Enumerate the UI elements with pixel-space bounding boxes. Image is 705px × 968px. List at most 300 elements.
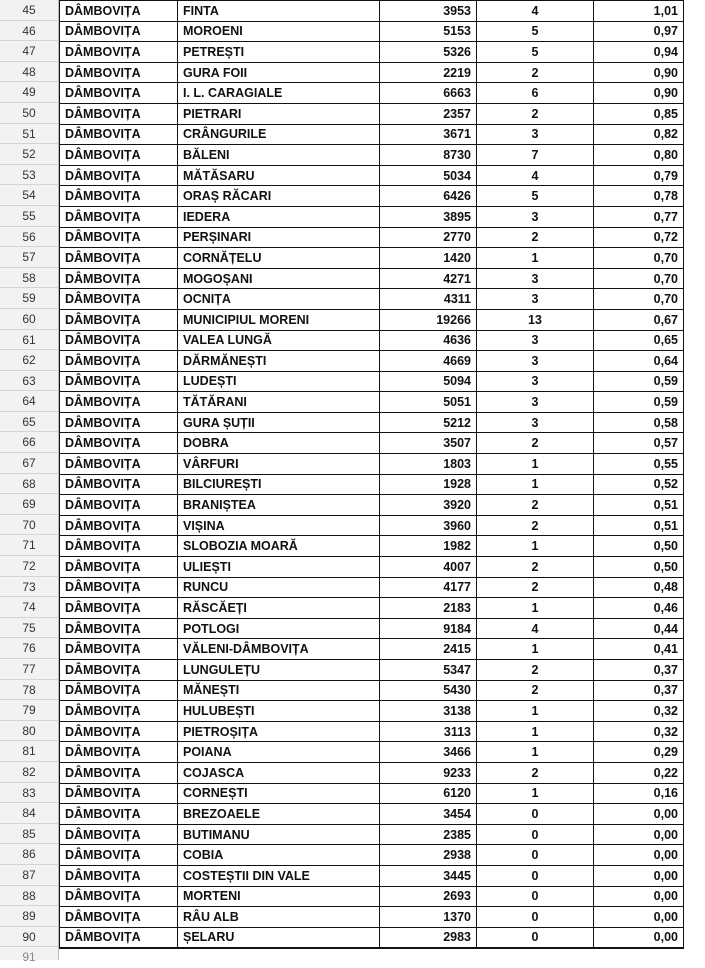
row-number[interactable]: 68: [0, 474, 58, 495]
locality-cell[interactable]: BREZOAELE: [178, 804, 380, 825]
locality-cell[interactable]: COJASCA: [178, 762, 380, 783]
cases-cell[interactable]: 4: [477, 1, 594, 22]
table-row: [60, 227, 684, 248]
row-number[interactable]: 54: [0, 185, 58, 206]
locality-cell[interactable]: VĂLENI-DÂMBOVIȚA: [178, 639, 380, 660]
population-cell[interactable]: 2938: [380, 845, 477, 866]
table-row: [60, 804, 684, 825]
population-cell[interactable]: 5094: [380, 371, 477, 392]
row-number[interactable]: 79: [0, 700, 58, 721]
county-cell[interactable]: DÂMBOVIȚA: [60, 886, 178, 907]
cases-cell[interactable]: 2: [477, 762, 594, 783]
county-cell[interactable]: DÂMBOVIȚA: [60, 227, 178, 248]
cases-cell[interactable]: 5: [477, 21, 594, 42]
row-number[interactable]: 76: [0, 638, 58, 659]
locality-cell[interactable]: BRANIȘTEA: [178, 495, 380, 516]
row-number[interactable]: 66: [0, 432, 58, 453]
county-cell[interactable]: DÂMBOVIȚA: [60, 495, 178, 516]
rate-cell[interactable]: 0,32: [594, 721, 684, 742]
locality-cell[interactable]: ȘELARU: [178, 927, 380, 948]
rate-cell[interactable]: 0,29: [594, 742, 684, 763]
row-number[interactable]: 52: [0, 144, 58, 165]
row-number[interactable]: 84: [0, 803, 58, 824]
locality-cell[interactable]: TĂTĂRANI: [178, 392, 380, 413]
locality-cell[interactable]: LUNGULEȚU: [178, 660, 380, 681]
cases-cell[interactable]: 2: [477, 495, 594, 516]
cases-cell[interactable]: 3: [477, 289, 594, 310]
rate-cell[interactable]: 0,67: [594, 309, 684, 330]
population-cell[interactable]: 3445: [380, 865, 477, 886]
population-cell[interactable]: 2385: [380, 824, 477, 845]
population-cell[interactable]: 5051: [380, 392, 477, 413]
population-cell[interactable]: 1420: [380, 248, 477, 269]
row-header-column: [0, 0, 59, 965]
row-number[interactable]: 59: [0, 288, 58, 309]
rate-cell[interactable]: 0,37: [594, 660, 684, 681]
locality-cell[interactable]: MOGOȘANI: [178, 268, 380, 289]
locality-cell[interactable]: BILCIUREȘTI: [178, 474, 380, 495]
county-cell[interactable]: DÂMBOVIȚA: [60, 515, 178, 536]
rate-cell[interactable]: 0,90: [594, 62, 684, 83]
rate-cell[interactable]: 0,77: [594, 206, 684, 227]
row-number[interactable]: 51: [0, 124, 58, 145]
cases-cell[interactable]: 3: [477, 371, 594, 392]
population-cell[interactable]: 3895: [380, 206, 477, 227]
row-number[interactable]: 60: [0, 309, 58, 330]
row-number[interactable]: 69: [0, 494, 58, 515]
cases-cell[interactable]: 13: [477, 309, 594, 330]
row-number[interactable]: 71: [0, 535, 58, 556]
cases-cell[interactable]: 2: [477, 577, 594, 598]
county-cell[interactable]: DÂMBOVIȚA: [60, 186, 178, 207]
row-number[interactable]: 91: [22, 950, 36, 965]
cases-cell[interactable]: 2: [477, 62, 594, 83]
rate-cell[interactable]: 0,00: [594, 886, 684, 907]
rate-cell[interactable]: 0,64: [594, 351, 684, 372]
locality-cell[interactable]: MĂTĂSARU: [178, 165, 380, 186]
rate-cell[interactable]: 0,72: [594, 227, 684, 248]
population-cell[interactable]: 5212: [380, 412, 477, 433]
county-cell[interactable]: DÂMBOVIȚA: [60, 845, 178, 866]
rate-cell[interactable]: 0,50: [594, 536, 684, 557]
table-row: [60, 927, 684, 948]
rate-cell[interactable]: 0,90: [594, 83, 684, 104]
rate-cell[interactable]: 0,51: [594, 515, 684, 536]
population-cell[interactable]: 3953: [380, 1, 477, 22]
population-cell[interactable]: 4271: [380, 268, 477, 289]
locality-cell[interactable]: VALEA LUNGĂ: [178, 330, 380, 351]
population-cell[interactable]: 3507: [380, 433, 477, 454]
county-cell[interactable]: DÂMBOVIȚA: [60, 927, 178, 948]
rate-cell[interactable]: 0,78: [594, 186, 684, 207]
population-cell[interactable]: 3138: [380, 701, 477, 722]
table-row: [60, 433, 684, 454]
county-cell[interactable]: DÂMBOVIȚA: [60, 577, 178, 598]
cases-cell[interactable]: 1: [477, 701, 594, 722]
population-cell[interactable]: 5153: [380, 21, 477, 42]
rate-cell[interactable]: 0,70: [594, 289, 684, 310]
table-row: [60, 680, 684, 701]
population-cell[interactable]: 5326: [380, 42, 477, 63]
row-number[interactable]: 86: [0, 844, 58, 865]
table-row: [60, 289, 684, 310]
locality-cell[interactable]: MORTENI: [178, 886, 380, 907]
locality-cell[interactable]: FINTA: [178, 1, 380, 22]
county-cell[interactable]: DÂMBOVIȚA: [60, 1, 178, 22]
county-cell[interactable]: DÂMBOVIȚA: [60, 371, 178, 392]
rate-cell[interactable]: 0,55: [594, 454, 684, 475]
cases-cell[interactable]: 1: [477, 639, 594, 660]
population-cell[interactable]: 2770: [380, 227, 477, 248]
population-cell[interactable]: 4007: [380, 557, 477, 578]
population-cell[interactable]: 4177: [380, 577, 477, 598]
rate-cell[interactable]: 0,00: [594, 927, 684, 948]
cases-cell[interactable]: 0: [477, 804, 594, 825]
population-cell[interactable]: 3671: [380, 124, 477, 145]
rate-cell[interactable]: 0,37: [594, 680, 684, 701]
locality-cell[interactable]: RUNCU: [178, 577, 380, 598]
county-cell[interactable]: DÂMBOVIȚA: [60, 557, 178, 578]
row-number[interactable]: 72: [0, 556, 58, 577]
cases-cell[interactable]: 0: [477, 845, 594, 866]
population-cell[interactable]: 1982: [380, 536, 477, 557]
row-number[interactable]: 61: [0, 330, 58, 351]
rate-cell[interactable]: 0,65: [594, 330, 684, 351]
rate-cell[interactable]: 0,94: [594, 42, 684, 63]
county-cell[interactable]: DÂMBOVIȚA: [60, 824, 178, 845]
county-cell[interactable]: DÂMBOVIȚA: [60, 330, 178, 351]
county-cell[interactable]: DÂMBOVIȚA: [60, 721, 178, 742]
rate-cell[interactable]: 1,01: [594, 1, 684, 22]
county-cell[interactable]: DÂMBOVIȚA: [60, 21, 178, 42]
table-row: [60, 21, 684, 42]
county-cell[interactable]: DÂMBOVIȚA: [60, 433, 178, 454]
locality-cell[interactable]: PIETRARI: [178, 103, 380, 124]
population-cell[interactable]: 4636: [380, 330, 477, 351]
rate-cell[interactable]: 0,48: [594, 577, 684, 598]
county-cell[interactable]: DÂMBOVIȚA: [60, 660, 178, 681]
table-row: [60, 392, 684, 413]
rate-cell[interactable]: 0,00: [594, 865, 684, 886]
locality-cell[interactable]: CORNEȘTI: [178, 783, 380, 804]
cases-cell[interactable]: 2: [477, 103, 594, 124]
locality-cell[interactable]: POIANA: [178, 742, 380, 763]
rate-cell[interactable]: 0,59: [594, 371, 684, 392]
population-cell[interactable]: 2219: [380, 62, 477, 83]
county-cell[interactable]: DÂMBOVIȚA: [60, 536, 178, 557]
population-cell[interactable]: 2983: [380, 927, 477, 948]
cases-cell[interactable]: 2: [477, 227, 594, 248]
locality-cell[interactable]: MOROENI: [178, 21, 380, 42]
locality-cell[interactable]: OCNIȚA: [178, 289, 380, 310]
county-cell[interactable]: DÂMBOVIȚA: [60, 309, 178, 330]
cases-cell[interactable]: 3: [477, 392, 594, 413]
table-row: [60, 248, 684, 269]
county-cell[interactable]: DÂMBOVIȚA: [60, 804, 178, 825]
locality-cell[interactable]: IEDERA: [178, 206, 380, 227]
cases-cell[interactable]: 1: [477, 536, 594, 557]
rate-cell[interactable]: 0,44: [594, 618, 684, 639]
cases-cell[interactable]: 0: [477, 927, 594, 948]
row-number[interactable]: 56: [0, 227, 58, 248]
row-number[interactable]: 73: [0, 577, 58, 598]
rate-cell[interactable]: 0,00: [594, 824, 684, 845]
population-cell[interactable]: 5347: [380, 660, 477, 681]
rate-cell[interactable]: 0,00: [594, 845, 684, 866]
table-row: [60, 145, 684, 166]
rate-cell[interactable]: 0,41: [594, 639, 684, 660]
locality-cell[interactable]: COSTEȘTII DIN VALE: [178, 865, 380, 886]
row-number[interactable]: 63: [0, 371, 58, 392]
rate-cell[interactable]: 0,50: [594, 557, 684, 578]
county-cell[interactable]: DÂMBOVIȚA: [60, 598, 178, 619]
rate-cell[interactable]: 0,58: [594, 412, 684, 433]
rate-cell[interactable]: 0,22: [594, 762, 684, 783]
rate-cell[interactable]: 0,52: [594, 474, 684, 495]
cases-cell[interactable]: 4: [477, 165, 594, 186]
locality-cell[interactable]: MUNICIPIUL MORENI: [178, 309, 380, 330]
population-cell[interactable]: 6120: [380, 783, 477, 804]
county-cell[interactable]: DÂMBOVIȚA: [60, 701, 178, 722]
cases-cell[interactable]: 1: [477, 598, 594, 619]
row-number[interactable]: 65: [0, 412, 58, 433]
cases-cell[interactable]: 2: [477, 680, 594, 701]
cases-cell[interactable]: 1: [477, 783, 594, 804]
county-cell[interactable]: DÂMBOVIȚA: [60, 62, 178, 83]
locality-cell[interactable]: HULUBEȘTI: [178, 701, 380, 722]
rate-cell[interactable]: 0,57: [594, 433, 684, 454]
row-number[interactable]: 75: [0, 618, 58, 639]
population-cell[interactable]: 3454: [380, 804, 477, 825]
rate-cell[interactable]: 0,82: [594, 124, 684, 145]
table-row: [60, 351, 684, 372]
cases-cell[interactable]: 2: [477, 433, 594, 454]
row-number[interactable]: 83: [0, 783, 58, 804]
row-number[interactable]: 78: [0, 680, 58, 701]
table-row: [60, 42, 684, 63]
cases-cell[interactable]: 3: [477, 412, 594, 433]
locality-cell[interactable]: DOBRA: [178, 433, 380, 454]
locality-cell[interactable]: PETREȘTI: [178, 42, 380, 63]
county-cell[interactable]: DÂMBOVIȚA: [60, 639, 178, 660]
county-cell[interactable]: DÂMBOVIȚA: [60, 145, 178, 166]
population-cell[interactable]: 2415: [380, 639, 477, 660]
locality-cell[interactable]: DĂRMĂNEȘTI: [178, 351, 380, 372]
row-number[interactable]: 82: [0, 762, 58, 783]
county-cell[interactable]: DÂMBOVIȚA: [60, 907, 178, 928]
rate-cell[interactable]: 0,46: [594, 598, 684, 619]
locality-cell[interactable]: GURA FOII: [178, 62, 380, 83]
row-number[interactable]: 81: [0, 741, 58, 762]
cases-cell[interactable]: 5: [477, 42, 594, 63]
locality-cell[interactable]: SLOBOZIA MOARĂ: [178, 536, 380, 557]
rate-cell[interactable]: 0,51: [594, 495, 684, 516]
population-cell[interactable]: 4669: [380, 351, 477, 372]
cases-cell[interactable]: 7: [477, 145, 594, 166]
locality-cell[interactable]: BUTIMANU: [178, 824, 380, 845]
rate-cell[interactable]: 0,00: [594, 907, 684, 928]
row-number[interactable]: 62: [0, 350, 58, 371]
rate-cell[interactable]: 0,97: [594, 21, 684, 42]
population-cell[interactable]: 8730: [380, 145, 477, 166]
county-cell[interactable]: DÂMBOVIȚA: [60, 289, 178, 310]
rate-cell[interactable]: 0,70: [594, 248, 684, 269]
row-number[interactable]: 50: [0, 103, 58, 124]
row-number[interactable]: 88: [0, 886, 58, 907]
population-cell[interactable]: 3960: [380, 515, 477, 536]
population-cell[interactable]: 6426: [380, 186, 477, 207]
locality-cell[interactable]: BĂLENI: [178, 145, 380, 166]
county-cell[interactable]: DÂMBOVIȚA: [60, 865, 178, 886]
row-number[interactable]: 89: [0, 906, 58, 927]
population-cell[interactable]: 3920: [380, 495, 477, 516]
county-cell[interactable]: DÂMBOVIȚA: [60, 680, 178, 701]
cases-cell[interactable]: 1: [477, 248, 594, 269]
rate-cell[interactable]: 0,79: [594, 165, 684, 186]
population-cell[interactable]: 9233: [380, 762, 477, 783]
county-cell[interactable]: DÂMBOVIȚA: [60, 474, 178, 495]
table-row: [60, 268, 684, 289]
cases-cell[interactable]: 3: [477, 268, 594, 289]
county-cell[interactable]: DÂMBOVIȚA: [60, 268, 178, 289]
cases-cell[interactable]: 0: [477, 886, 594, 907]
population-cell[interactable]: 5034: [380, 165, 477, 186]
population-cell[interactable]: 4311: [380, 289, 477, 310]
row-number[interactable]: 80: [0, 721, 58, 742]
row-number[interactable]: 67: [0, 453, 58, 474]
county-cell[interactable]: DÂMBOVIȚA: [60, 206, 178, 227]
population-cell[interactable]: 5430: [380, 680, 477, 701]
row-number[interactable]: 85: [0, 824, 58, 845]
locality-cell[interactable]: VIȘINA: [178, 515, 380, 536]
rate-cell[interactable]: 0,16: [594, 783, 684, 804]
population-cell[interactable]: 1803: [380, 454, 477, 475]
row-number[interactable]: 70: [0, 515, 58, 536]
locality-cell[interactable]: PERȘINARI: [178, 227, 380, 248]
cases-cell[interactable]: 2: [477, 515, 594, 536]
county-cell[interactable]: DÂMBOVIȚA: [60, 618, 178, 639]
cases-cell[interactable]: 3: [477, 206, 594, 227]
row-number[interactable]: 47: [0, 41, 58, 62]
table-row: [60, 515, 684, 536]
row-number[interactable]: 48: [0, 62, 58, 83]
population-cell[interactable]: 6663: [380, 83, 477, 104]
population-cell[interactable]: 3113: [380, 721, 477, 742]
cases-cell[interactable]: 6: [477, 83, 594, 104]
locality-cell[interactable]: RĂSCĂEȚI: [178, 598, 380, 619]
row-number[interactable]: 90: [0, 927, 58, 948]
county-cell[interactable]: DÂMBOVIȚA: [60, 42, 178, 63]
cases-cell[interactable]: 3: [477, 330, 594, 351]
row-number[interactable]: 46: [0, 21, 58, 42]
table-row: [60, 639, 684, 660]
cases-cell[interactable]: 3: [477, 351, 594, 372]
cases-cell[interactable]: 5: [477, 186, 594, 207]
row-number[interactable]: 87: [0, 865, 58, 886]
table-row: [60, 103, 684, 124]
cases-cell[interactable]: 1: [477, 474, 594, 495]
population-cell[interactable]: 2357: [380, 103, 477, 124]
locality-cell[interactable]: VÂRFURI: [178, 454, 380, 475]
cases-cell[interactable]: 0: [477, 865, 594, 886]
county-cell[interactable]: DÂMBOVIȚA: [60, 412, 178, 433]
row-number[interactable]: 55: [0, 206, 58, 227]
locality-cell[interactable]: COBIA: [178, 845, 380, 866]
cases-cell[interactable]: 1: [477, 742, 594, 763]
row-number[interactable]: 64: [0, 391, 58, 412]
county-cell[interactable]: DÂMBOVIȚA: [60, 165, 178, 186]
county-cell[interactable]: DÂMBOVIȚA: [60, 762, 178, 783]
county-cell[interactable]: DÂMBOVIȚA: [60, 248, 178, 269]
locality-cell[interactable]: ORAȘ RĂCARI: [178, 186, 380, 207]
county-cell[interactable]: DÂMBOVIȚA: [60, 124, 178, 145]
table-row: [60, 62, 684, 83]
county-cell[interactable]: DÂMBOVIȚA: [60, 103, 178, 124]
table-row: [60, 618, 684, 639]
county-cell[interactable]: DÂMBOVIȚA: [60, 783, 178, 804]
population-cell[interactable]: 3466: [380, 742, 477, 763]
rate-cell[interactable]: 0,32: [594, 701, 684, 722]
cases-cell[interactable]: 0: [477, 824, 594, 845]
locality-cell[interactable]: LUDEȘTI: [178, 371, 380, 392]
population-cell[interactable]: 1370: [380, 907, 477, 928]
rate-cell[interactable]: 0,80: [594, 145, 684, 166]
row-number[interactable]: 58: [0, 268, 58, 289]
cases-cell[interactable]: 3: [477, 124, 594, 145]
table-row: [60, 206, 684, 227]
locality-cell[interactable]: ULIEȘTI: [178, 557, 380, 578]
locality-cell[interactable]: RÂU ALB: [178, 907, 380, 928]
rate-cell[interactable]: 0,59: [594, 392, 684, 413]
row-number[interactable]: 74: [0, 597, 58, 618]
population-cell[interactable]: 2693: [380, 886, 477, 907]
county-cell[interactable]: DÂMBOVIȚA: [60, 454, 178, 475]
population-cell[interactable]: 1928: [380, 474, 477, 495]
row-number[interactable]: 77: [0, 659, 58, 680]
population-cell[interactable]: 19266: [380, 309, 477, 330]
cases-cell[interactable]: 1: [477, 454, 594, 475]
cases-cell[interactable]: 1: [477, 721, 594, 742]
locality-cell[interactable]: GURA ȘUȚII: [178, 412, 380, 433]
rate-cell[interactable]: 0,00: [594, 804, 684, 825]
locality-cell[interactable]: MĂNEȘTI: [178, 680, 380, 701]
county-cell[interactable]: DÂMBOVIȚA: [60, 392, 178, 413]
row-number[interactable]: 49: [0, 82, 58, 103]
locality-cell[interactable]: PIETROȘIȚA: [178, 721, 380, 742]
rate-cell[interactable]: 0,85: [594, 103, 684, 124]
table-row: [60, 474, 684, 495]
cases-cell[interactable]: 2: [477, 660, 594, 681]
population-cell[interactable]: 2183: [380, 598, 477, 619]
cases-cell[interactable]: 0: [477, 907, 594, 928]
row-number[interactable]: 53: [0, 165, 58, 186]
locality-cell[interactable]: CRÂNGURILE: [178, 124, 380, 145]
locality-cell[interactable]: I. L. CARAGIALE: [178, 83, 380, 104]
population-cell[interactable]: 9184: [380, 618, 477, 639]
rate-cell[interactable]: 0,70: [594, 268, 684, 289]
county-cell[interactable]: DÂMBOVIȚA: [60, 351, 178, 372]
table-row: [60, 412, 684, 433]
cases-cell[interactable]: 4: [477, 618, 594, 639]
county-cell[interactable]: DÂMBOVIȚA: [60, 742, 178, 763]
cases-cell[interactable]: 2: [477, 557, 594, 578]
locality-cell[interactable]: CORNĂȚELU: [178, 248, 380, 269]
row-number[interactable]: 45: [0, 0, 58, 21]
locality-cell[interactable]: POTLOGI: [178, 618, 380, 639]
county-cell[interactable]: DÂMBOVIȚA: [60, 83, 178, 104]
table-row: [60, 701, 684, 722]
row-number[interactable]: 57: [0, 247, 58, 268]
